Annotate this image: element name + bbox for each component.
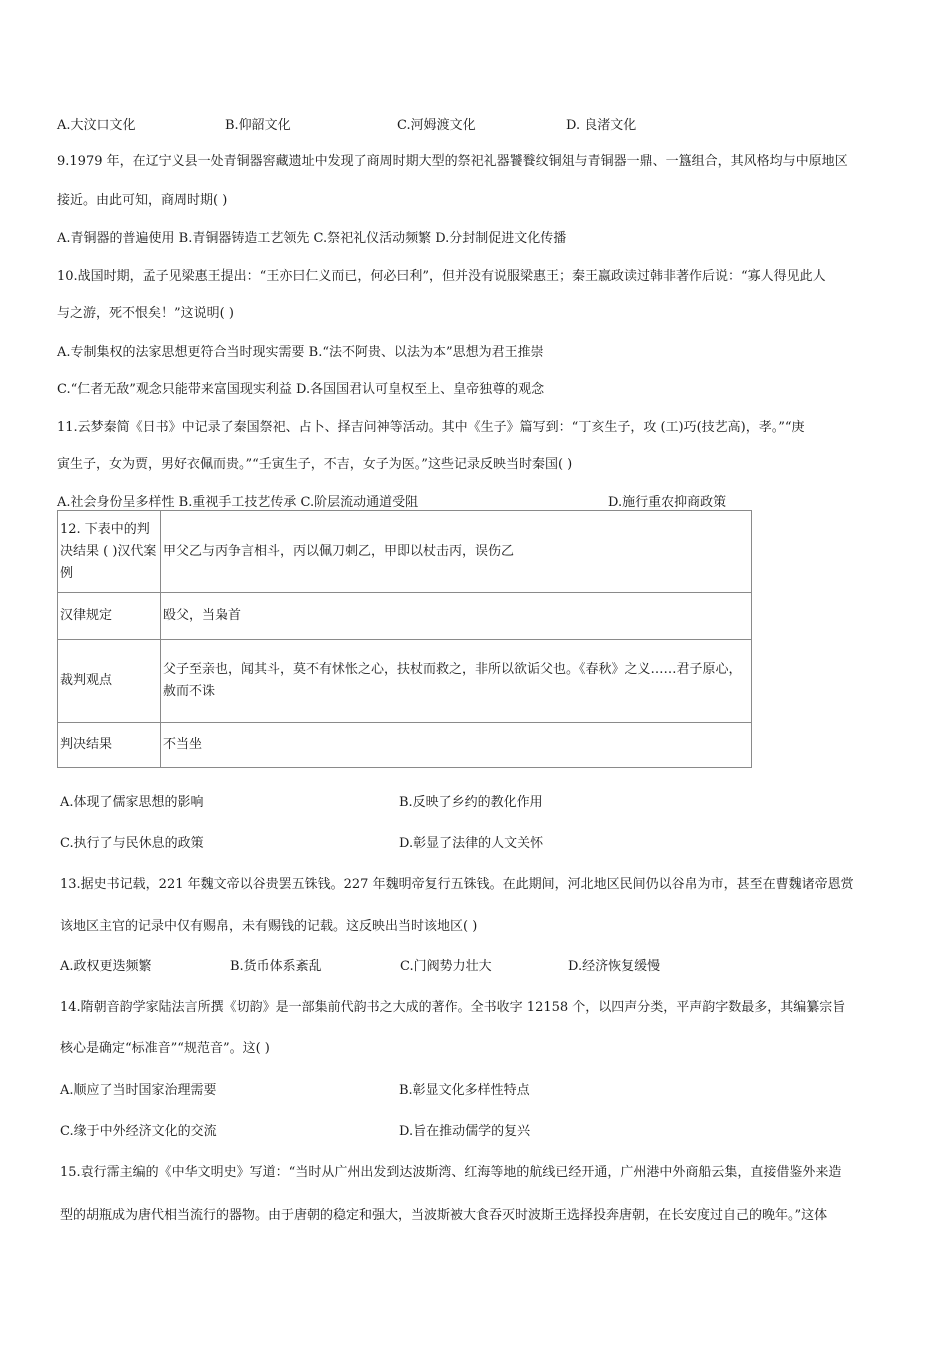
q8-option-b: B.仰韶文化 [225,118,291,133]
q11-options: A.社会身份呈多样性 B.重视手工技艺传承 C.阶层流动通道受阻 [57,495,419,510]
q12-stem-cell: 12. 下表中的判决结果 ( )汉代案例 [58,511,161,593]
case-content-cell: 甲父乙与丙争言相斗，丙以佩刀刺乙，甲即以杖击丙，误伤乙 [161,511,752,593]
q15-stem-line1: 15.袁行霈主编的《中华文明史》写道：“当时从广州出发到达波斯湾、红海等地的航线已经开通，广州港中外商船云集，直接借鉴外来造 [60,1165,842,1180]
q13-option-d: D.经济恢复缓慢 [568,959,661,974]
q15-stem-line2: 型的胡瓶成为唐代相当流行的器物。由于唐朝的稳定和强大，当波斯被大食吞灭时波斯王选择投奔唐朝，在长安度过自己的晚年。”这体 [60,1208,828,1223]
q14-stem-line2: 核心是确定“标准音”“规范音”。这( ) [60,1041,270,1056]
ruling-view-content: 父子至亲也，闻其斗，莫不有怵怅之心，扶杖而救之，非所以欲诟父也。《春秋》之义……君子原心，赦而不诛 [161,640,752,723]
table-row [58,511,752,593]
q14-stem-line1: 14.隋朝音韵学家陆法言所撰《切韵》是一部集前代韵书之大成的著作。全书收字 12158 个，以四声分类，平声韵字数最多，其编纂宗旨 [60,1000,846,1015]
q13-option-c: C.门阀势力壮大 [400,959,492,974]
q12-option-c: C.执行了与民休息的政策 [60,836,204,851]
q12-option-b: B.反映了乡约的教化作用 [399,795,543,810]
q9-options: A.青铜器的普遍使用 B.青铜器铸造工艺领先 C.祭祀礼仪活动频繁 D.分封制促进文化传播 [57,231,567,246]
q14-option-a: A.顺应了当时国家治理需要 [60,1083,217,1098]
q10-stem-line1: 10.战国时期，孟子见梁惠王提出：“王亦曰仁义而已，何必曰利”，但并没有说服梁惠王；秦王嬴政读过韩非著作后说：“寡人得见此人 [57,269,826,284]
q11-stem-line1: 11.云梦秦简《日书》中记录了秦国祭祀、占卜、择吉问神等活动。其中《生子》篇写到：“丁亥生子，攻 (工)巧(技艺高)，孝。”“庚 [57,420,805,435]
q10-options-line1: A.专制集权的法家思想更符合当时现实需要 B.“法不阿贵、以法为本”思想为君王推崇 [57,345,544,360]
q10-stem-line2: 与之游，死不恨矣！”这说明( ) [57,306,234,321]
table-row [58,640,752,723]
q8-option-a: A.大汶口文化 [57,118,136,133]
q9-stem-line2: 接近。由此可知，商周时期( ) [57,193,228,208]
ruling-view-label: 裁判观点 [58,640,161,723]
q11-option-d: D.施行重农抑商政策 [608,495,727,510]
q9-stem-line1: 9.1979 年，在辽宁义县一处青铜器窖藏遗址中发现了商周时期大型的祭祀礼器饕餮纹铜俎与青铜器一鼎、一簋组合，其风格均与中原地区 [57,154,848,169]
q13-option-b: B.货币体系紊乱 [230,959,322,974]
q14-option-d: D.旨在推动儒学的复兴 [399,1124,531,1139]
law-rule-label: 汉律规定 [58,593,161,640]
verdict-content: 不当坐 [161,723,752,768]
q12-case-table [57,510,752,768]
q8-option-d: D. 良渚文化 [566,118,637,133]
q12-option-a: A.体现了儒家思想的影响 [60,795,204,810]
q10-options-line2: C.“仁者无敌”观念只能带来富国现实利益 D.各国国君认可皇权至上、皇帝独尊的观念 [57,382,545,397]
q13-stem-line2: 该地区主官的记录中仅有赐帛，未有赐钱的记载。这反映出当时该地区( ) [60,919,478,934]
table-row [58,593,752,640]
q14-option-b: B.彰显文化多样性特点 [399,1083,530,1098]
verdict-label: 判决结果 [58,723,161,768]
q14-option-c: C.缘于中外经济文化的交流 [60,1124,217,1139]
q13-option-a: A.政权更迭频繁 [60,959,152,974]
law-rule-content: 殴父，当枭首 [161,593,752,640]
q13-stem-line1: 13.据史书记载，221 年魏文帝以谷贵罢五铢钱。227 年魏明帝复行五铢钱。在此期间，河北地区民间仍以谷帛为市，甚至在曹魏诸帝恩赏 [60,877,854,892]
q8-option-c: C.河姆渡文化 [397,118,476,133]
q11-stem-line2: 寅生子，女为贾，男好衣佩而贵。”“壬寅生子，不吉，女子为医。”这些记录反映当时秦国( ) [57,457,573,472]
q12-option-d: D.彰显了法律的人文关怀 [399,836,544,851]
table-row [58,723,752,768]
